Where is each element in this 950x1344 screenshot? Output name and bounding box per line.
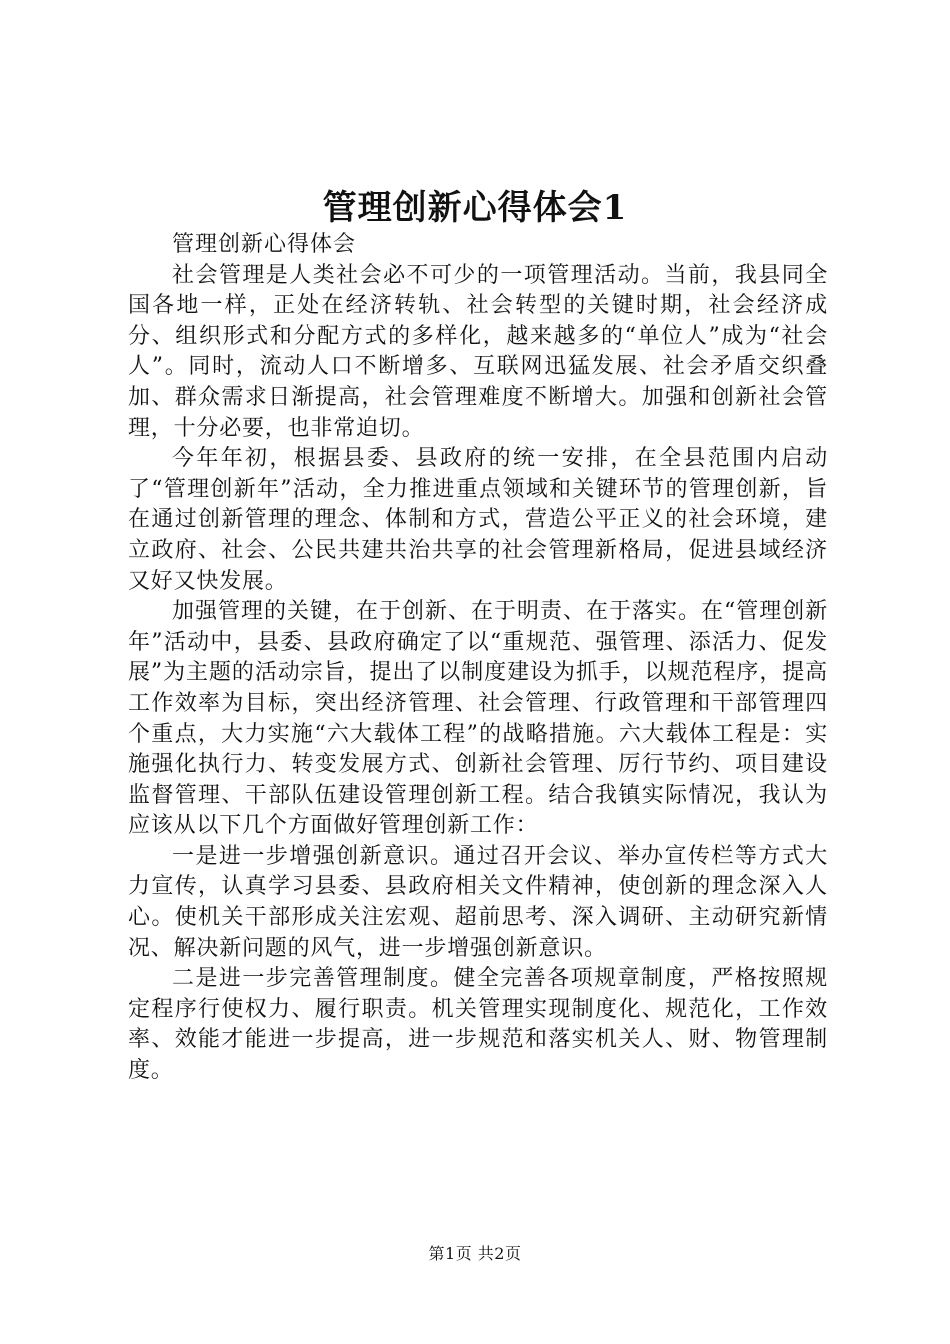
document-title: 管理创新心得体会1	[322, 188, 628, 228]
body-paragraph-intro: 社会管理是人类社会必不可少的一项管理活动。当前，我县同全国各地一样，正处在经济转轨、社会转型的关键时期，社会经济成分、组织形式和分配方式的多样化，越来越多的“单位人”成为“社会人”。同时，流动人口不断增多、互联网迅猛发展、社会矛盾交织叠加、群众需求日渐提高，社会管理难度不断增大。加强和创新社会管理，十分必要，也非常迫切。	[128, 262, 828, 441]
body-paragraph-initiative: 今年年初，根据县委、县政府的统一安排，在全县范围内启动了“管理创新年”活动，全力推进重点领域和关键环节的管理创新，旨在通过创新管理的理念、体制和方式，营造公平正义的社会环境，建立政府、社会、公民共建共治共享的社会管理新格局，促进县域经济又好又快发展。	[128, 446, 828, 594]
body-subheading: 管理创新心得体会	[172, 232, 357, 257]
body-paragraph-point-one: 一是进一步增强创新意识。通过召开会议、举办宣传栏等方式大力宣传，认真学习县委、县政府相关文件精神，使创新的理念深入人心。使机关干部形成关注宏观、超前思考、深入调研、主动研究新情况、解决新问题的风气，进一步增强创新意识。	[128, 843, 828, 961]
page-footer: 第1页 共2页	[428, 1244, 522, 1263]
body-paragraph-point-two: 二是进一步完善管理制度。健全完善各项规章制度，严格按照规定程序行使权力、履行职责。机关管理实现制度化、规范化，工作效率、效能才能进一步提高，进一步规范和落实机关人、财、物管理制度。	[128, 966, 828, 1084]
document-body	[128, 230, 828, 1087]
body-paragraph-key-points: 加强管理的关键，在于创新、在于明责、在于落实。在“管理创新年”活动中，县委、县政府确定了以“重规范、强管理、添活力、促发展”为主题的活动宗旨，提出了以制度建设为抓手，以规范程序，提高工作效率为目标，突出经济管理、社会管理、行政管理和干部管理四个重点，大力实施“六大载体工程”的战略措施。六大载体工程是：实施强化执行力、转变发展方式、创新社会管理、厉行节约、项目建设监督管理、干部队伍建设管理创新工程。结合我镇实际情况，我认为应该从以下几个方面做好管理创新工作：	[128, 599, 828, 839]
